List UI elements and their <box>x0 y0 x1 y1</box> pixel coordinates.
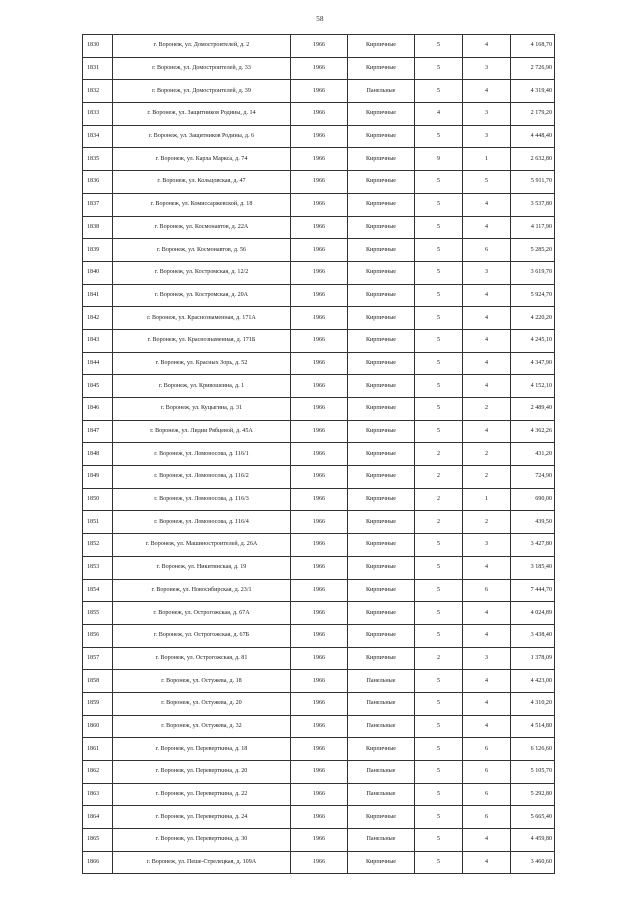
row-number: 1838 <box>83 216 113 239</box>
year-cell: 1966 <box>291 761 348 784</box>
row-number: 1849 <box>83 466 113 489</box>
wall-material-cell: Панельные <box>348 80 415 103</box>
address-cell: г. Воронеж, ул. Кольцовская, д. 47 <box>113 171 291 194</box>
row-number: 1845 <box>83 375 113 398</box>
table-row <box>83 125 555 148</box>
table-row <box>83 284 555 307</box>
wall-material-cell: Кирпичные <box>348 35 415 58</box>
address-cell: г. Воронеж, ул. Ломоносова, д. 116/3 <box>113 488 291 511</box>
table-row <box>83 80 555 103</box>
table-row <box>83 239 555 262</box>
year-cell: 1966 <box>291 193 348 216</box>
year-cell: 1966 <box>291 216 348 239</box>
entrances-cell: 4 <box>463 216 511 239</box>
floors-cell: 2 <box>415 488 463 511</box>
entrances-cell: 4 <box>463 715 511 738</box>
row-number: 1834 <box>83 125 113 148</box>
floors-cell: 2 <box>415 647 463 670</box>
year-cell: 1966 <box>291 375 348 398</box>
entrances-cell: 4 <box>463 556 511 579</box>
table-row <box>83 783 555 806</box>
year-cell: 1966 <box>291 602 348 625</box>
table-row <box>83 35 555 58</box>
floors-cell: 5 <box>415 284 463 307</box>
cost-cell: 4 117,90 <box>511 216 555 239</box>
year-cell: 1966 <box>291 670 348 693</box>
year-cell: 1966 <box>291 239 348 262</box>
floors-cell: 5 <box>415 829 463 852</box>
table-row <box>83 398 555 421</box>
row-number: 1833 <box>83 103 113 126</box>
entrances-cell: 3 <box>463 103 511 126</box>
year-cell: 1966 <box>291 579 348 602</box>
row-number: 1839 <box>83 239 113 262</box>
entrances-cell: 6 <box>463 738 511 761</box>
cost-cell: 3 185,40 <box>511 556 555 579</box>
cost-cell: 4 362,26 <box>511 420 555 443</box>
wall-material-cell: Кирпичные <box>348 307 415 330</box>
floors-cell: 5 <box>415 329 463 352</box>
address-cell: г. Воронеж, ул. Никитинская, д. 19 <box>113 556 291 579</box>
cost-cell: 4 168,70 <box>511 35 555 58</box>
floors-cell: 5 <box>415 761 463 784</box>
row-number: 1856 <box>83 624 113 647</box>
row-number: 1841 <box>83 284 113 307</box>
floors-cell: 5 <box>415 602 463 625</box>
address-cell: г. Воронеж, ул. Домостроителей, д. 39 <box>113 80 291 103</box>
cost-cell: 431,20 <box>511 443 555 466</box>
address-cell: г. Воронеж, ул. Защитников Родины, д. 14 <box>113 103 291 126</box>
address-cell: г. Воронеж, ул. Костромская, д. 12/2 <box>113 261 291 284</box>
floors-cell: 5 <box>415 556 463 579</box>
table-row <box>83 692 555 715</box>
year-cell: 1966 <box>291 829 348 852</box>
cost-cell: 5 924,70 <box>511 284 555 307</box>
floors-cell: 5 <box>415 216 463 239</box>
wall-material-cell: Кирпичные <box>348 420 415 443</box>
cost-cell: 2 489,40 <box>511 398 555 421</box>
address-cell: г. Воронеж, ул. Остужева, д. 32 <box>113 715 291 738</box>
entrances-cell: 4 <box>463 80 511 103</box>
address-cell: г. Воронеж, ул. Комиссаржевской, д. 18 <box>113 193 291 216</box>
floors-cell: 2 <box>415 511 463 534</box>
address-cell: г. Воронеж, ул. Пеше-Стрелецкая, д. 109А <box>113 851 291 874</box>
cost-cell: 4 220,20 <box>511 307 555 330</box>
entrances-cell: 2 <box>463 511 511 534</box>
floors-cell: 5 <box>415 261 463 284</box>
row-number: 1842 <box>83 307 113 330</box>
address-cell: г. Воронеж, ул. Краснознаменная, д. 171А <box>113 307 291 330</box>
floors-cell: 2 <box>415 443 463 466</box>
row-number: 1857 <box>83 647 113 670</box>
year-cell: 1966 <box>291 57 348 80</box>
table-row <box>83 488 555 511</box>
address-cell: г. Воронеж, ул. Острогожская, д. 67А <box>113 602 291 625</box>
floors-cell: 5 <box>415 171 463 194</box>
wall-material-cell: Панельные <box>348 715 415 738</box>
table-row <box>83 624 555 647</box>
year-cell: 1966 <box>291 171 348 194</box>
wall-material-cell: Кирпичные <box>348 398 415 421</box>
cost-cell: 3 427,80 <box>511 534 555 557</box>
floors-cell: 5 <box>415 35 463 58</box>
entrances-cell: 2 <box>463 443 511 466</box>
cost-cell: 4 448,40 <box>511 125 555 148</box>
year-cell: 1966 <box>291 35 348 58</box>
row-number: 1865 <box>83 829 113 852</box>
floors-cell: 5 <box>415 239 463 262</box>
address-cell: г. Воронеж, ул. Красных Зорь, д. 52 <box>113 352 291 375</box>
entrances-cell: 4 <box>463 851 511 874</box>
wall-material-cell: Кирпичные <box>348 738 415 761</box>
cost-cell: 5 665,40 <box>511 806 555 829</box>
table-row <box>83 171 555 194</box>
wall-material-cell: Панельные <box>348 670 415 693</box>
address-cell: г. Воронеж, ул. Острогожская, д. 81 <box>113 647 291 670</box>
year-cell: 1966 <box>291 148 348 171</box>
wall-material-cell: Кирпичные <box>348 171 415 194</box>
cost-cell: 4 347,90 <box>511 352 555 375</box>
table-row <box>83 375 555 398</box>
floors-cell: 5 <box>415 352 463 375</box>
table-row <box>83 670 555 693</box>
entrances-cell: 6 <box>463 761 511 784</box>
cost-cell: 5 105,70 <box>511 761 555 784</box>
row-number: 1852 <box>83 534 113 557</box>
table-row <box>83 534 555 557</box>
cost-cell: 2 632,80 <box>511 148 555 171</box>
floors-cell: 5 <box>415 851 463 874</box>
floors-cell: 5 <box>415 738 463 761</box>
year-cell: 1966 <box>291 80 348 103</box>
address-cell: г. Воронеж, ул. Ломоносова, д. 116/2 <box>113 466 291 489</box>
row-number: 1846 <box>83 398 113 421</box>
cost-cell: 2 726,90 <box>511 57 555 80</box>
table-row <box>83 329 555 352</box>
address-cell: г. Воронеж, ул. Переверткина, д. 24 <box>113 806 291 829</box>
row-number: 1854 <box>83 579 113 602</box>
row-number: 1866 <box>83 851 113 874</box>
address-cell: г. Воронеж, ул. Остужева, д. 20 <box>113 692 291 715</box>
year-cell: 1966 <box>291 647 348 670</box>
entrances-cell: 3 <box>463 534 511 557</box>
row-number: 1861 <box>83 738 113 761</box>
address-cell: г. Воронеж, ул. Космонавтов, д. 22А <box>113 216 291 239</box>
row-number: 1860 <box>83 715 113 738</box>
year-cell: 1966 <box>291 692 348 715</box>
address-cell: г. Воронеж, ул. Защитников Родины, д. 6 <box>113 125 291 148</box>
floors-cell: 5 <box>415 624 463 647</box>
entrances-cell: 4 <box>463 692 511 715</box>
row-number: 1858 <box>83 670 113 693</box>
address-cell: г. Воронеж, ул. Лидии Рябцевой, д. 45А <box>113 420 291 443</box>
cost-cell: 1 378,09 <box>511 647 555 670</box>
year-cell: 1966 <box>291 466 348 489</box>
row-number: 1836 <box>83 171 113 194</box>
entrances-cell: 3 <box>463 261 511 284</box>
wall-material-cell: Кирпичные <box>348 579 415 602</box>
table-row <box>83 556 555 579</box>
address-cell: г. Воронеж, ул. Костромская, д. 20А <box>113 284 291 307</box>
table-row <box>83 103 555 126</box>
row-number: 1853 <box>83 556 113 579</box>
table-row <box>83 216 555 239</box>
address-cell: г. Воронеж, ул. Переверткина, д. 20 <box>113 761 291 784</box>
page-number: 58 <box>316 15 324 23</box>
row-number: 1859 <box>83 692 113 715</box>
housing-registry-table <box>82 34 555 874</box>
entrances-cell: 3 <box>463 57 511 80</box>
wall-material-cell: Кирпичные <box>348 239 415 262</box>
address-cell: г. Воронеж, ул. Краснознаменная, д. 171Б <box>113 329 291 352</box>
row-number: 1831 <box>83 57 113 80</box>
wall-material-cell: Кирпичные <box>348 647 415 670</box>
entrances-cell: 6 <box>463 239 511 262</box>
entrances-cell: 4 <box>463 624 511 647</box>
year-cell: 1966 <box>291 284 348 307</box>
year-cell: 1966 <box>291 624 348 647</box>
cost-cell: 439,50 <box>511 511 555 534</box>
year-cell: 1966 <box>291 329 348 352</box>
entrances-cell: 1 <box>463 148 511 171</box>
floors-cell: 9 <box>415 148 463 171</box>
cost-cell: 4 024,89 <box>511 602 555 625</box>
table-row <box>83 602 555 625</box>
address-cell: г. Воронеж, ул. Домостроителей, д. 2 <box>113 35 291 58</box>
table-row <box>83 420 555 443</box>
row-number: 1855 <box>83 602 113 625</box>
entrances-cell: 4 <box>463 420 511 443</box>
cost-cell: 4 245,10 <box>511 329 555 352</box>
entrances-cell: 6 <box>463 806 511 829</box>
year-cell: 1966 <box>291 103 348 126</box>
row-number: 1844 <box>83 352 113 375</box>
floors-cell: 5 <box>415 670 463 693</box>
row-number: 1835 <box>83 148 113 171</box>
table-row <box>83 57 555 80</box>
floors-cell: 4 <box>415 103 463 126</box>
address-cell: г. Воронеж, ул. Карла Маркса, д. 74 <box>113 148 291 171</box>
year-cell: 1966 <box>291 261 348 284</box>
year-cell: 1966 <box>291 783 348 806</box>
floors-cell: 5 <box>415 534 463 557</box>
floors-cell: 5 <box>415 398 463 421</box>
cost-cell: 4 423,00 <box>511 670 555 693</box>
row-number: 1848 <box>83 443 113 466</box>
floors-cell: 5 <box>415 715 463 738</box>
entrances-cell: 4 <box>463 829 511 852</box>
entrances-cell: 3 <box>463 125 511 148</box>
row-number: 1837 <box>83 193 113 216</box>
row-number: 1830 <box>83 35 113 58</box>
wall-material-cell: Кирпичные <box>348 329 415 352</box>
table-row <box>83 466 555 489</box>
wall-material-cell: Кирпичные <box>348 534 415 557</box>
floors-cell: 5 <box>415 579 463 602</box>
floors-cell: 5 <box>415 806 463 829</box>
wall-material-cell: Кирпичные <box>348 624 415 647</box>
cost-cell: 3 537,80 <box>511 193 555 216</box>
year-cell: 1966 <box>291 851 348 874</box>
table-row <box>83 851 555 874</box>
address-cell: г. Воронеж, ул. Куцыгина, д. 31 <box>113 398 291 421</box>
wall-material-cell: Кирпичные <box>348 851 415 874</box>
year-cell: 1966 <box>291 715 348 738</box>
wall-material-cell: Кирпичные <box>348 602 415 625</box>
cost-cell: 6 126,60 <box>511 738 555 761</box>
entrances-cell: 4 <box>463 602 511 625</box>
wall-material-cell: Кирпичные <box>348 261 415 284</box>
table-row <box>83 511 555 534</box>
floors-cell: 5 <box>415 692 463 715</box>
cost-cell: 4 319,40 <box>511 80 555 103</box>
entrances-cell: 4 <box>463 670 511 693</box>
year-cell: 1966 <box>291 398 348 421</box>
entrances-cell: 4 <box>463 35 511 58</box>
address-cell: г. Воронеж, ул. Машиностроителей, д. 26А <box>113 534 291 557</box>
entrances-cell: 6 <box>463 783 511 806</box>
table-row <box>83 443 555 466</box>
wall-material-cell: Кирпичные <box>348 443 415 466</box>
wall-material-cell: Панельные <box>348 783 415 806</box>
entrances-cell: 2 <box>463 466 511 489</box>
row-number: 1840 <box>83 261 113 284</box>
table-row <box>83 193 555 216</box>
wall-material-cell: Кирпичные <box>348 193 415 216</box>
wall-material-cell: Кирпичные <box>348 103 415 126</box>
cost-cell: 2 179,20 <box>511 103 555 126</box>
year-cell: 1966 <box>291 738 348 761</box>
cost-cell: 4 310,20 <box>511 692 555 715</box>
entrances-cell: 4 <box>463 307 511 330</box>
cost-cell: 5 292,80 <box>511 783 555 806</box>
row-number: 1843 <box>83 329 113 352</box>
wall-material-cell: Кирпичные <box>348 125 415 148</box>
entrances-cell: 4 <box>463 375 511 398</box>
cost-cell: 7 444,70 <box>511 579 555 602</box>
wall-material-cell: Кирпичные <box>348 216 415 239</box>
wall-material-cell: Панельные <box>348 692 415 715</box>
floors-cell: 5 <box>415 783 463 806</box>
year-cell: 1966 <box>291 307 348 330</box>
wall-material-cell: Кирпичные <box>348 488 415 511</box>
table-row <box>83 352 555 375</box>
wall-material-cell: Кирпичные <box>348 148 415 171</box>
floors-cell: 5 <box>415 375 463 398</box>
entrances-cell: 4 <box>463 352 511 375</box>
row-number: 1847 <box>83 420 113 443</box>
wall-material-cell: Кирпичные <box>348 375 415 398</box>
table-row <box>83 148 555 171</box>
floors-cell: 5 <box>415 125 463 148</box>
address-cell: г. Воронеж, ул. Переверткина, д. 18 <box>113 738 291 761</box>
table-row <box>83 307 555 330</box>
table-row <box>83 647 555 670</box>
address-cell: г. Воронеж, ул. Острогожская, д. 67Б <box>113 624 291 647</box>
cost-cell: 5 911,70 <box>511 171 555 194</box>
cost-cell: 4 459,80 <box>511 829 555 852</box>
floors-cell: 2 <box>415 466 463 489</box>
cost-cell: 3 619,70 <box>511 261 555 284</box>
row-number: 1832 <box>83 80 113 103</box>
table-row <box>83 579 555 602</box>
address-cell: г. Воронеж, ул. Новосибирская, д. 23/1 <box>113 579 291 602</box>
year-cell: 1966 <box>291 420 348 443</box>
entrances-cell: 4 <box>463 284 511 307</box>
entrances-cell: 5 <box>463 171 511 194</box>
table-row <box>83 806 555 829</box>
floors-cell: 5 <box>415 80 463 103</box>
cost-cell: 724,90 <box>511 466 555 489</box>
address-cell: г. Воронеж, ул. Кривошеина, д. 1 <box>113 375 291 398</box>
table-row <box>83 715 555 738</box>
year-cell: 1966 <box>291 511 348 534</box>
cost-cell: 690,00 <box>511 488 555 511</box>
year-cell: 1966 <box>291 443 348 466</box>
floors-cell: 5 <box>415 57 463 80</box>
wall-material-cell: Кирпичные <box>348 57 415 80</box>
cost-cell: 3 438,40 <box>511 624 555 647</box>
entrances-cell: 3 <box>463 647 511 670</box>
table-row <box>83 829 555 852</box>
address-cell: г. Воронеж, ул. Переверткина, д. 30 <box>113 829 291 852</box>
address-cell: г. Воронеж, ул. Переверткина, д. 22 <box>113 783 291 806</box>
floors-cell: 5 <box>415 307 463 330</box>
row-number: 1864 <box>83 806 113 829</box>
wall-material-cell: Панельные <box>348 761 415 784</box>
floors-cell: 5 <box>415 420 463 443</box>
row-number: 1850 <box>83 488 113 511</box>
row-number: 1863 <box>83 783 113 806</box>
entrances-cell: 2 <box>463 398 511 421</box>
table-body <box>83 35 555 874</box>
wall-material-cell: Кирпичные <box>348 511 415 534</box>
wall-material-cell: Кирпичные <box>348 352 415 375</box>
cost-cell: 3 460,60 <box>511 851 555 874</box>
entrances-cell: 4 <box>463 193 511 216</box>
year-cell: 1966 <box>291 806 348 829</box>
address-cell: г. Воронеж, ул. Ломоносова, д. 116/1 <box>113 443 291 466</box>
year-cell: 1966 <box>291 352 348 375</box>
address-cell: г. Воронеж, ул. Домостроителей, д. 33 <box>113 57 291 80</box>
table-row <box>83 261 555 284</box>
year-cell: 1966 <box>291 488 348 511</box>
year-cell: 1966 <box>291 556 348 579</box>
entrances-cell: 1 <box>463 488 511 511</box>
floors-cell: 5 <box>415 193 463 216</box>
row-number: 1862 <box>83 761 113 784</box>
address-cell: г. Воронеж, ул. Космонавтов, д. 56 <box>113 239 291 262</box>
table-row <box>83 761 555 784</box>
wall-material-cell: Кирпичные <box>348 284 415 307</box>
cost-cell: 4 514,80 <box>511 715 555 738</box>
address-cell: г. Воронеж, ул. Ломоносова, д. 116/4 <box>113 511 291 534</box>
cost-cell: 4 152,10 <box>511 375 555 398</box>
wall-material-cell: Кирпичные <box>348 466 415 489</box>
year-cell: 1966 <box>291 125 348 148</box>
wall-material-cell: Кирпичные <box>348 556 415 579</box>
entrances-cell: 6 <box>463 579 511 602</box>
cost-cell: 5 285,20 <box>511 239 555 262</box>
entrances-cell: 4 <box>463 329 511 352</box>
address-cell: г. Воронеж, ул. Остужева, д. 18 <box>113 670 291 693</box>
wall-material-cell: Кирпичные <box>348 806 415 829</box>
table-row <box>83 738 555 761</box>
year-cell: 1966 <box>291 534 348 557</box>
row-number: 1851 <box>83 511 113 534</box>
wall-material-cell: Панельные <box>348 829 415 852</box>
